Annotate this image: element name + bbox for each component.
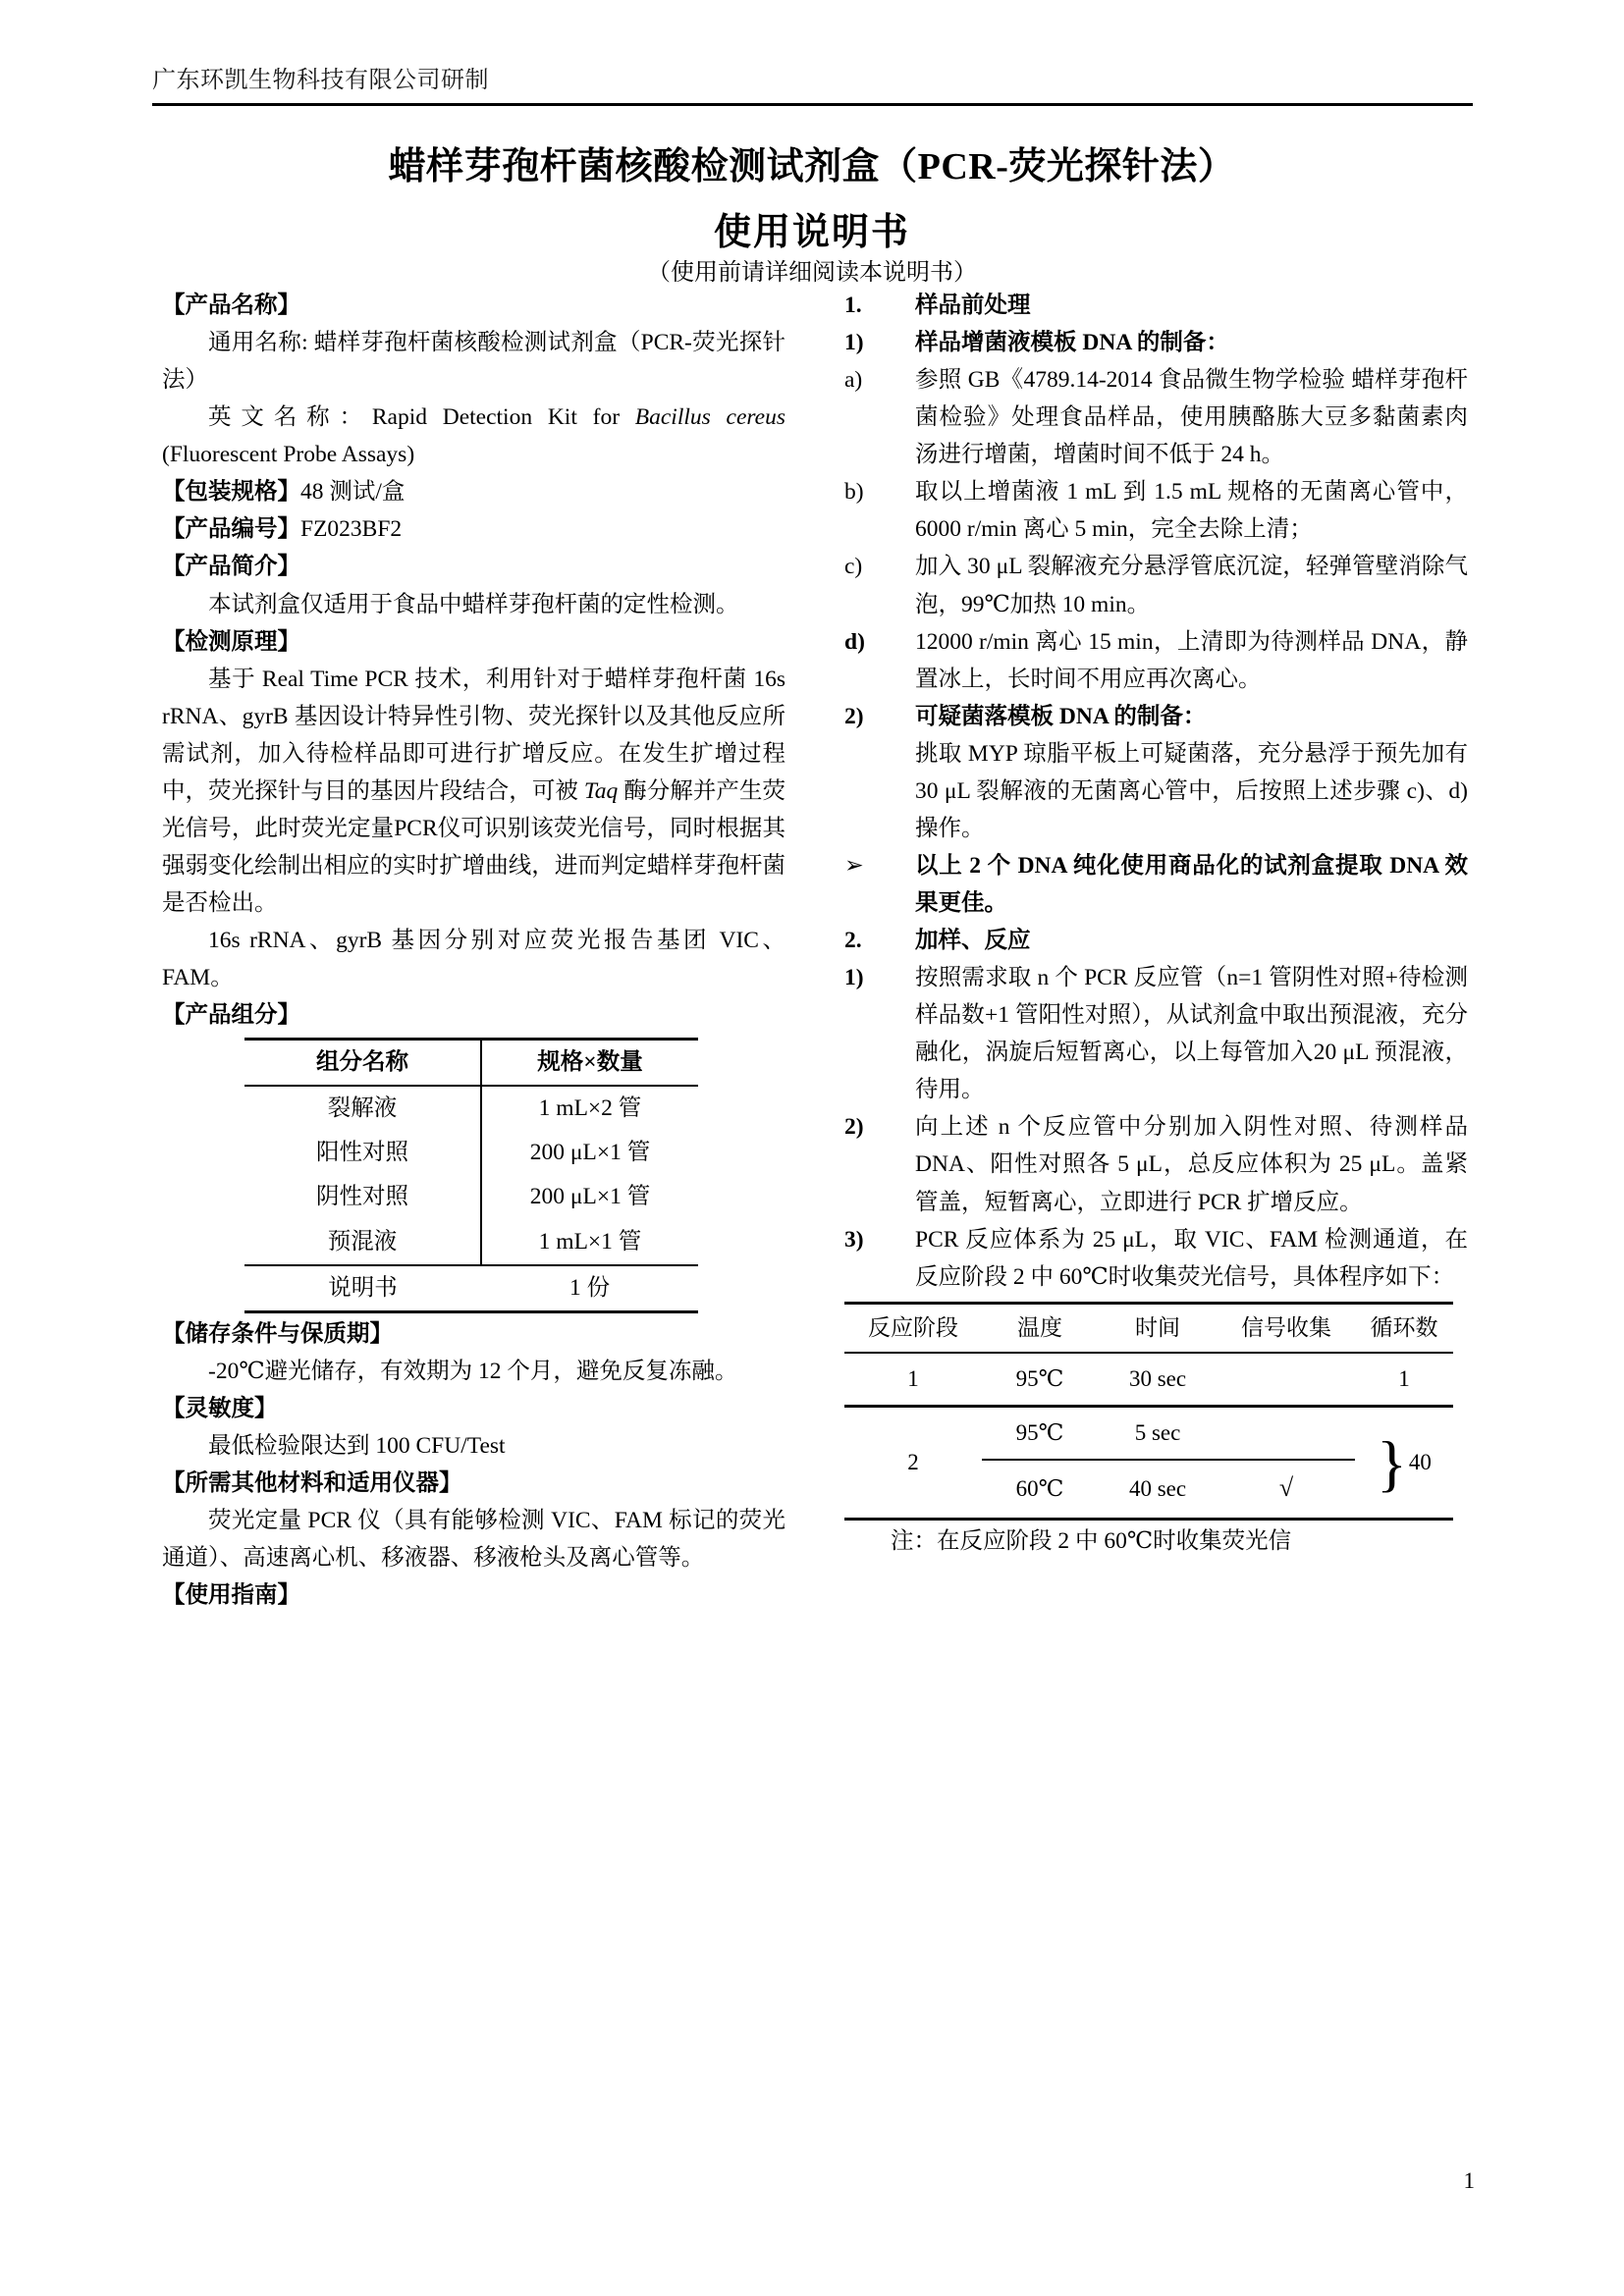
section1-number: 1. (844, 293, 862, 318)
section1-title: 样品前处理 (915, 293, 1031, 318)
table-row (244, 1086, 698, 1131)
component-spec: 200 μL×1 管 (529, 1140, 651, 1166)
component-name: 阳性对照 (244, 1131, 481, 1175)
pcr-stage2-row2-signal: √ (1218, 1460, 1355, 1519)
package-spec-line (162, 473, 785, 510)
detection-principle-paragraph-1 (162, 661, 785, 922)
component-spec: 200 μL×1 管 (529, 1184, 651, 1210)
components-table (244, 1038, 698, 1312)
pcr-header-time: 时间 (1098, 1303, 1218, 1353)
header-company-line: 广东环凯生物科技有限公司研制 (152, 68, 489, 93)
section-components-heading: 【产品组分】 (162, 1002, 300, 1029)
section1-sub2-title: 可疑菌落模板 DNA 的制备： (915, 703, 1207, 729)
document-read-note: （使用前请详细阅读本说明书） (647, 260, 977, 286)
section-required-materials-heading: 【所需其他材料和适用仪器】 (162, 1469, 462, 1496)
pcr-stage2-cycles: 40 (1408, 1449, 1432, 1474)
pcr-program-table (844, 1302, 1453, 1521)
pcr-header-cycles: 循环数 (1355, 1303, 1453, 1353)
product-generic-name: 通用名称: 蜡样芽孢杆菌核酸检测试剂盒（PCR-荧光探针法） (162, 330, 785, 394)
product-intro-text: 本试剂盒仅适用于食品中蜡样芽孢杆菌的定性检测。 (208, 591, 739, 617)
product-english-name (162, 399, 785, 473)
section2-number: 2. (844, 928, 862, 954)
list-item (844, 623, 1468, 698)
pcr-stage2-number: 2 (844, 1407, 982, 1519)
components-header-name: 组分名称 (244, 1040, 481, 1087)
section1-sub2-text: 挑取 MYP 琼脂平板上可疑菌落，充分悬浮于预先加有 30 μL 裂解液的无菌离心管中，后按照上述步骤 c)、d)操作。 (915, 740, 1468, 841)
english-name-species: Bacillus cereus (634, 404, 785, 431)
page-number: 1 (1463, 2168, 1475, 2193)
component-name: 说明书 (244, 1265, 481, 1312)
section2-sub1-text: 按照需求取 n 个 PCR 反应管（n=1 管阴性对照+待检测样品数+1 管阳性对照），从试剂盒中取出预混液，充分融化，涡旋后短暂离心，以上每管加入20 μL 预混液，待用。 (915, 965, 1468, 1103)
step-c-text: 加入 30 μL 裂解液充分悬浮管底沉淀，轻弹管壁消除气泡，99℃加热 10 min。 (915, 554, 1468, 617)
pcr-stage1-time: 30 sec (1098, 1353, 1218, 1407)
body-columns (162, 287, 1468, 1614)
page-header (152, 65, 1473, 106)
section2-sub3-number: 3) (844, 1226, 864, 1253)
pcr-stage2-row1-signal (1218, 1407, 1355, 1461)
principle-taq-italic: Taq (583, 777, 619, 804)
header-divider (152, 103, 1473, 106)
table-header-row (244, 1040, 698, 1087)
section1-sub2-body (915, 698, 1468, 847)
pcr-stage2-row2-temperature: 60℃ (982, 1460, 1098, 1519)
pcr-stage2-row1-time: 5 sec (1098, 1407, 1218, 1461)
list-item (844, 698, 1468, 847)
list-item (844, 324, 1468, 361)
step-b-text: 取以上增菌液 1 mL 到 1.5 mL 规格的无菌离心管中，6000 r/min 离心 5 min，完全去除上清； (915, 479, 1468, 543)
required-materials-text: 荧光定量 PCR 仪（具有能够检测 VIC、FAM 标记的荧光通道）、高速离心机、移液器、移液枪头及离心管等。 (162, 1507, 785, 1571)
components-table-foot (244, 1265, 698, 1312)
list-item (844, 922, 1468, 959)
pcr-table-footnote: 注：在反应阶段 2 中 60℃时收集荧光信 (891, 1527, 1292, 1554)
list-item (844, 1221, 1468, 1296)
table-row (844, 1407, 1453, 1461)
section-product-intro-heading: 【产品简介】 (162, 554, 300, 580)
section-sensitivity-heading: 【灵敏度】 (162, 1395, 278, 1421)
component-spec: 1 份 (481, 1265, 698, 1312)
section-storage-heading: 【储存条件与保质期】 (162, 1320, 393, 1347)
component-name: 预混液 (244, 1220, 481, 1265)
left-column (162, 287, 785, 1614)
pcr-stage2-row2-time: 40 sec (1098, 1460, 1218, 1519)
list-item (844, 473, 1468, 548)
components-table-body (244, 1086, 698, 1264)
arrow-bullet-icon: ➢ (844, 852, 864, 879)
pcr-stage1-cycles: 1 (1355, 1353, 1453, 1407)
pcr-stage1-number: 1 (844, 1353, 982, 1407)
pcr-stage1-temperature: 95℃ (982, 1353, 1098, 1407)
section2-sub1-number: 1) (844, 965, 864, 991)
english-name-prefix: 英文名称：Rapid Detection Kit for (208, 404, 635, 431)
section1-sub2-number: 2) (844, 703, 864, 729)
section-product-name-heading: 【产品名称】 (162, 293, 300, 318)
pcr-stage2-cycles-cell (1355, 1407, 1453, 1519)
list-item (844, 959, 1468, 1108)
step-d-marker: d) (844, 628, 865, 655)
section-detection-principle-heading: 【检测原理】 (162, 628, 300, 655)
components-table-head (244, 1040, 698, 1087)
table-row (244, 1265, 698, 1312)
section2-title: 加样、反应 (915, 928, 1031, 954)
pcr-table-body (844, 1353, 1453, 1519)
product-code-line (162, 510, 785, 548)
pcr-header-signal: 信号收集 (1218, 1303, 1355, 1353)
principle-text-b: 酶分解并产生荧光信号，此时荧光定量PCR仪可识别该荧光信号，同时根据其强弱变化绘制出相应的实时扩增曲线，进而判定蜡样芽孢杆菌是否检出。 (162, 777, 786, 916)
section-usage-guide-heading: 【使用指南】 (162, 1582, 300, 1609)
storage-text: -20℃避光储存，有效期为 12 个月，避免反复冻融。 (208, 1358, 738, 1384)
list-item (844, 1108, 1468, 1220)
pcr-stage2-row1-temperature: 95℃ (982, 1407, 1098, 1461)
table-row (244, 1220, 698, 1265)
pcr-table-head (844, 1303, 1453, 1353)
step-a-text: 参照 GB《4789.14-2014 食品微生物学检验 蜡样芽孢杆菌检验》处理食品样品，使用胰酪胨大豆多黏菌素肉汤进行增菌，增菌时间不低于 24 h。 (915, 367, 1468, 468)
step-c-marker: c) (844, 554, 863, 580)
section2-sub3-text: PCR 反应体系为 25 μL，取 VIC、FAM 检测通道，在反应阶段 2 中 60℃时收集荧光信号，具体程序如下： (915, 1226, 1468, 1290)
package-spec-value: 48 测试/盒 (300, 479, 406, 506)
step-d-text: 12000 r/min 离心 15 min，上清即为待测样品 DNA，静置冰上，长时间不用应再次离心。 (915, 628, 1468, 692)
step-b-marker: b) (844, 479, 864, 506)
pcr-header-temperature: 温度 (982, 1303, 1098, 1353)
english-name-suffix: (Fluorescent Probe Assays) (162, 442, 415, 468)
principle-text-a: 基于 Real Time PCR 技术，利用针对于蜡样芽孢杆菌 16s rRNA、gyrB 基因设计特异性引物、荧光探针以及其他反应所需试剂，加入待检样品即可进行扩增反应。在发生扩增过程中，荧光探针与目的基因片段结合，可被 (162, 666, 785, 804)
detection-principle-paragraph-2: 16s rRNA、gyrB 基因分别对应荧光报告基团 VIC、FAM。 (162, 928, 785, 991)
section-product-code-heading: 【产品编号】 (162, 516, 300, 543)
component-spec: 1 mL×2 管 (538, 1095, 642, 1122)
pcr-stage1-signal (1218, 1353, 1355, 1407)
section2-sub2-number: 2) (844, 1114, 864, 1141)
pcr-header-stage: 反应阶段 (844, 1303, 982, 1353)
section2-sub2-text: 向上述 n 个反应管中分别加入阴性对照、待测样品 DNA、阳性对照各 5 μL，总反应体积为 25 μL。盖紧管盖，短暂离心，立即进行 PCR 扩增反应。 (915, 1114, 1468, 1215)
document-title: 蜡样芽孢杆菌核酸检测试剂盒（PCR-荧光探针法） (388, 146, 1236, 187)
table-row (244, 1175, 698, 1219)
section-package-spec-heading: 【包装规格】 (162, 479, 300, 506)
section1-sub1-title: 样品增菌液模板 DNA 的制备： (915, 330, 1229, 356)
table-row (844, 1353, 1453, 1407)
product-code-value: FZ023BF2 (300, 516, 403, 543)
cycles-with-brace: } 40 (1377, 1428, 1432, 1499)
list-item (844, 361, 1468, 473)
table-row (244, 1131, 698, 1175)
sensitivity-text: 最低检验限达到 100 CFU/Test (208, 1432, 506, 1459)
component-name: 阴性对照 (244, 1175, 481, 1219)
pcr-program-table-wrapper (844, 1302, 1468, 1560)
component-spec: 1 mL×1 管 (481, 1220, 698, 1265)
section1-sub1-number: 1) (844, 330, 864, 356)
component-name: 裂解液 (244, 1086, 481, 1131)
dna-purification-note: 以上 2 个 DNA 纯化使用商品化的试剂盒提取 DNA 效果更佳。 (915, 852, 1468, 916)
components-header-spec: 规格×数量 (481, 1040, 698, 1087)
list-item (844, 287, 1468, 324)
document-subtitle: 使用说明书 (713, 212, 910, 253)
list-item (844, 548, 1468, 622)
right-column (844, 287, 1468, 1560)
table-header-row (844, 1303, 1453, 1353)
list-item (844, 847, 1468, 922)
step-a-marker: a) (844, 367, 863, 394)
